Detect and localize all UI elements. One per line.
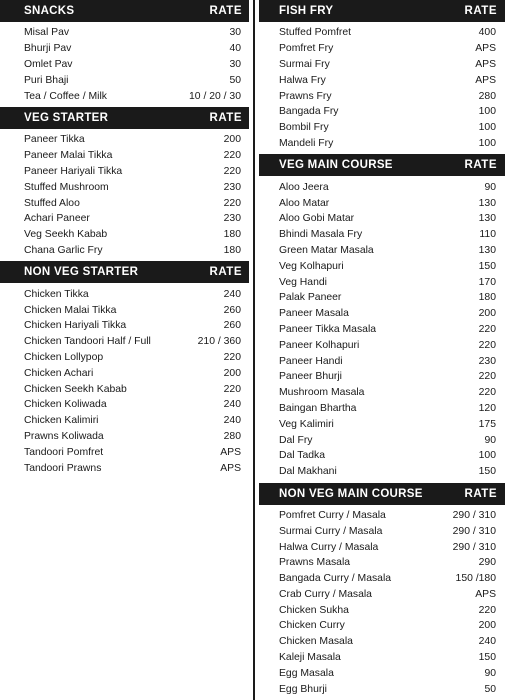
item-name: Bangada Curry / Masala — [279, 573, 392, 585]
item-name: Crab Curry / Masala — [279, 588, 372, 600]
menu-item — [259, 650, 505, 666]
item-price: 50 — [484, 683, 496, 695]
item-name: Prawns Fry — [279, 90, 332, 102]
item-price: 230 — [223, 181, 241, 193]
item-name: Bhurji Pav — [24, 43, 72, 55]
section-title: NON VEG MAIN COURSE — [279, 487, 423, 500]
item-price: 120 — [478, 402, 496, 414]
menu-item — [0, 460, 249, 476]
item-name: Mushroom Masala — [279, 387, 365, 399]
item-name: Achari Paneer — [24, 213, 90, 225]
menu-item — [0, 41, 249, 57]
item-name: Chicken Achari — [24, 367, 94, 379]
item-name: Kaleji Masala — [279, 652, 341, 664]
item-price: 230 — [223, 213, 241, 225]
item-name: Veg Kolhapuri — [279, 260, 344, 272]
item-name: Green Matar Masala — [279, 244, 374, 256]
item-name: Paneer Tikka Masala — [279, 323, 377, 335]
menu-item — [259, 25, 505, 41]
menu-item — [259, 120, 505, 136]
menu-item — [259, 353, 505, 369]
item-name: Veg Seekh Kabab — [24, 229, 108, 241]
item-name: Surmai Fry — [279, 58, 330, 70]
menu-item — [259, 57, 505, 73]
item-name: Chicken Masala — [279, 636, 353, 648]
section-header — [259, 0, 505, 22]
item-price: 130 — [478, 197, 496, 209]
section-header — [259, 154, 505, 176]
item-price: 220 — [478, 387, 496, 399]
menu-item — [259, 337, 505, 353]
column-divider — [253, 0, 255, 700]
menu-item — [259, 290, 505, 306]
rate-label: RATE — [464, 159, 497, 172]
menu-items-list — [0, 22, 249, 107]
menu-item — [259, 571, 505, 587]
section-title: NON VEG STARTER — [24, 266, 139, 279]
item-name: Veg Handi — [279, 276, 327, 288]
section-title: VEG STARTER — [24, 111, 109, 124]
menu-item — [0, 397, 249, 413]
item-price: 130 — [478, 213, 496, 225]
menu-item — [0, 57, 249, 73]
item-name: Chicken Tandoori Half / Full — [24, 336, 151, 348]
item-name: Chicken Hariyali Tikka — [24, 320, 127, 332]
item-price: 290 — [478, 557, 496, 569]
menu-item — [259, 539, 505, 555]
item-price: APS — [220, 446, 241, 458]
menu-items-list — [0, 129, 249, 261]
menu-item — [259, 634, 505, 650]
menu-item — [259, 555, 505, 571]
menu-item — [0, 179, 249, 195]
item-name: Paneer Kolhapuri — [279, 339, 360, 351]
item-price: APS — [475, 58, 496, 70]
item-price: 90 — [484, 667, 496, 679]
item-name: Paneer Bhurji — [279, 371, 342, 383]
item-name: Egg Bhurji — [279, 683, 327, 695]
item-name: Prawns Koliwada — [24, 430, 104, 442]
menu-section-veg-starter — [0, 107, 249, 261]
item-price: 280 — [478, 90, 496, 102]
item-price: 90 — [484, 434, 496, 446]
item-name: Baingan Bhartha — [279, 402, 357, 414]
item-price: 290 / 310 — [452, 525, 496, 537]
item-price: 200 — [223, 134, 241, 146]
item-name: Halwa Fry — [279, 74, 326, 86]
item-price: 200 — [223, 367, 241, 379]
menu-item — [0, 72, 249, 88]
item-name: Omlet Pav — [24, 58, 73, 70]
menu-item — [259, 243, 505, 259]
menu-item — [0, 211, 249, 227]
menu-item — [259, 306, 505, 322]
rate-label: RATE — [209, 5, 242, 17]
item-price: 260 — [223, 320, 241, 332]
menu-item — [0, 243, 249, 259]
item-name: Paneer Tikka — [24, 134, 85, 146]
menu-item — [259, 136, 505, 152]
menu-column-right — [259, 0, 505, 700]
menu-item — [259, 227, 505, 243]
item-price: 30 — [229, 58, 241, 70]
item-name: Chicken Koliwada — [24, 399, 107, 411]
menu-item — [0, 195, 249, 211]
menu-section-non-veg-main-course — [259, 483, 505, 700]
item-price: 220 — [478, 371, 496, 383]
item-price: 290 / 310 — [452, 509, 496, 521]
item-price: 220 — [223, 197, 241, 209]
section-title: FISH FRY — [279, 5, 334, 17]
item-price: 400 — [478, 27, 496, 39]
rate-label: RATE — [464, 487, 497, 500]
menu-item — [0, 413, 249, 429]
item-name: Stuffed Pomfret — [279, 27, 352, 39]
menu-item — [0, 429, 249, 445]
menu-item — [0, 25, 249, 41]
menu-item — [259, 665, 505, 681]
menu-item — [259, 587, 505, 603]
item-price: 220 — [223, 150, 241, 162]
item-name: Chicken Seekh Kabab — [24, 383, 127, 395]
menu-item — [259, 41, 505, 57]
menu-item — [0, 318, 249, 334]
item-price: 200 — [478, 308, 496, 320]
item-name: Aloo Matar — [279, 197, 330, 209]
item-name: Tandoori Pomfret — [24, 446, 104, 458]
menu-item — [259, 322, 505, 338]
item-name: Misal Pav — [24, 27, 70, 39]
item-price: 220 — [478, 339, 496, 351]
item-price: 100 — [478, 122, 496, 134]
item-name: Paneer Hariyali Tikka — [24, 165, 123, 177]
item-name: Halwa Curry / Masala — [279, 541, 379, 553]
menu-item — [259, 618, 505, 634]
menu-item — [0, 286, 249, 302]
item-price: 220 — [478, 323, 496, 335]
item-name: Stuffed Aloo — [24, 197, 80, 209]
item-price: APS — [475, 43, 496, 55]
item-price: 50 — [229, 74, 241, 86]
menu-item — [259, 401, 505, 417]
item-price: 220 — [223, 165, 241, 177]
menu-item — [0, 365, 249, 381]
item-name: Paneer Malai Tikka — [24, 150, 113, 162]
menu-item — [0, 334, 249, 350]
item-price: APS — [475, 588, 496, 600]
menu-item — [259, 88, 505, 104]
menu-section-veg-main-course — [259, 154, 505, 482]
section-header — [259, 483, 505, 505]
item-price: 200 — [478, 620, 496, 632]
section-header — [0, 0, 249, 22]
item-name: Chicken Tikka — [24, 288, 89, 300]
menu-item — [0, 88, 249, 104]
menu-item — [0, 164, 249, 180]
item-name: Veg Kalimiri — [279, 418, 334, 430]
item-price: 90 — [484, 181, 496, 193]
item-name: Prawns Masala — [279, 557, 351, 569]
item-price: 230 — [478, 355, 496, 367]
item-price: 110 — [479, 229, 496, 241]
menu-item — [0, 350, 249, 366]
menu-item — [259, 104, 505, 120]
menu-item — [259, 602, 505, 618]
item-name: Mandeli Fry — [279, 137, 334, 149]
item-name: Chicken Lollypop — [24, 351, 104, 363]
item-price: 220 — [478, 604, 496, 616]
item-price: 40 — [229, 43, 241, 55]
menu-item — [0, 444, 249, 460]
menu-items-list — [0, 283, 249, 479]
item-price: 240 — [478, 636, 496, 648]
menu-items-list — [259, 176, 505, 482]
item-name: Palak Paneer — [279, 292, 342, 304]
menu-section-non-veg-starter — [0, 261, 249, 479]
menu-item — [259, 432, 505, 448]
item-price: 210 / 360 — [197, 336, 241, 348]
item-name: Pomfret Curry / Masala — [279, 509, 386, 521]
item-price: 130 — [478, 244, 496, 256]
item-price: 240 — [223, 415, 241, 427]
item-price: 100 — [478, 106, 496, 118]
menu-item — [0, 302, 249, 318]
menu-item — [259, 416, 505, 432]
item-price: 170 — [478, 276, 496, 288]
menu-item — [259, 195, 505, 211]
item-price: 180 — [223, 229, 241, 241]
item-name: Stuffed Mushroom — [24, 181, 109, 193]
menu-item — [259, 385, 505, 401]
item-name: Dal Fry — [279, 434, 313, 446]
item-price: 175 — [478, 418, 496, 430]
item-price: 220 — [223, 351, 241, 363]
item-price: 100 — [478, 450, 496, 462]
item-name: Chicken Kalimiri — [24, 415, 99, 427]
menu-section-fish-fry — [259, 0, 505, 154]
item-price: 290 / 310 — [452, 541, 496, 553]
item-price: 150 — [478, 466, 496, 478]
menu-item — [259, 211, 505, 227]
menu-column-left — [0, 0, 249, 479]
item-price: 180 — [223, 244, 241, 256]
item-name: Paneer Handi — [279, 355, 343, 367]
menu-item — [0, 148, 249, 164]
item-price: 220 — [223, 383, 241, 395]
item-name: Bombil Fry — [279, 122, 329, 134]
item-price: 150 — [478, 652, 496, 664]
section-title: SNACKS — [24, 5, 75, 17]
menu-items-list — [259, 505, 505, 700]
item-price: 150 — [478, 260, 496, 272]
item-price: 260 — [223, 304, 241, 316]
menu-item — [259, 258, 505, 274]
menu-item — [259, 523, 505, 539]
item-name: Chicken Sukha — [279, 604, 349, 616]
menu-item — [0, 381, 249, 397]
item-name: Pomfret Fry — [279, 43, 334, 55]
item-name: Chicken Malai Tikka — [24, 304, 117, 316]
item-price: 240 — [223, 288, 241, 300]
item-name: Dal Makhani — [279, 466, 337, 478]
rate-label: RATE — [209, 111, 242, 124]
menu-item — [259, 179, 505, 195]
item-name: Paneer Masala — [279, 308, 349, 320]
item-price: 180 — [478, 292, 496, 304]
rate-label: RATE — [464, 5, 497, 17]
rate-label: RATE — [209, 266, 242, 279]
menu-item — [259, 681, 505, 697]
menu-item — [259, 369, 505, 385]
menu-item — [259, 448, 505, 464]
item-price: APS — [475, 74, 496, 86]
item-price: 280 — [223, 430, 241, 442]
item-price: 150 /180 — [455, 573, 496, 585]
item-price: 240 — [223, 399, 241, 411]
menu-item — [259, 464, 505, 480]
section-header — [0, 261, 249, 283]
item-price: 10 / 20 / 30 — [189, 90, 241, 102]
menu-item — [0, 227, 249, 243]
item-name: Tandoori Prawns — [24, 462, 102, 474]
section-title: VEG MAIN COURSE — [279, 159, 393, 172]
menu-items-list — [259, 22, 505, 154]
item-name: Dal Tadka — [279, 450, 326, 462]
menu-section-snacks — [0, 0, 249, 107]
item-name: Bhindi Masala Fry — [279, 229, 363, 241]
item-name: Surmai Curry / Masala — [279, 525, 383, 537]
item-name: Bangada Fry — [279, 106, 339, 118]
item-name: Aloo Gobi Matar — [279, 213, 355, 225]
menu-item — [0, 132, 249, 148]
item-name: Chicken Curry — [279, 620, 345, 632]
menu-item — [259, 72, 505, 88]
item-name: Tea / Coffee / Milk — [24, 90, 107, 102]
item-price: APS — [220, 462, 241, 474]
item-name: Aloo Jeera — [279, 181, 329, 193]
menu-item — [259, 274, 505, 290]
section-header — [0, 107, 249, 129]
item-price: 30 — [229, 27, 241, 39]
item-name: Egg Masala — [279, 667, 334, 679]
menu-item — [259, 508, 505, 524]
item-price: 100 — [478, 137, 496, 149]
item-name: Chana Garlic Fry — [24, 244, 103, 256]
item-name: Puri Bhaji — [24, 74, 69, 86]
